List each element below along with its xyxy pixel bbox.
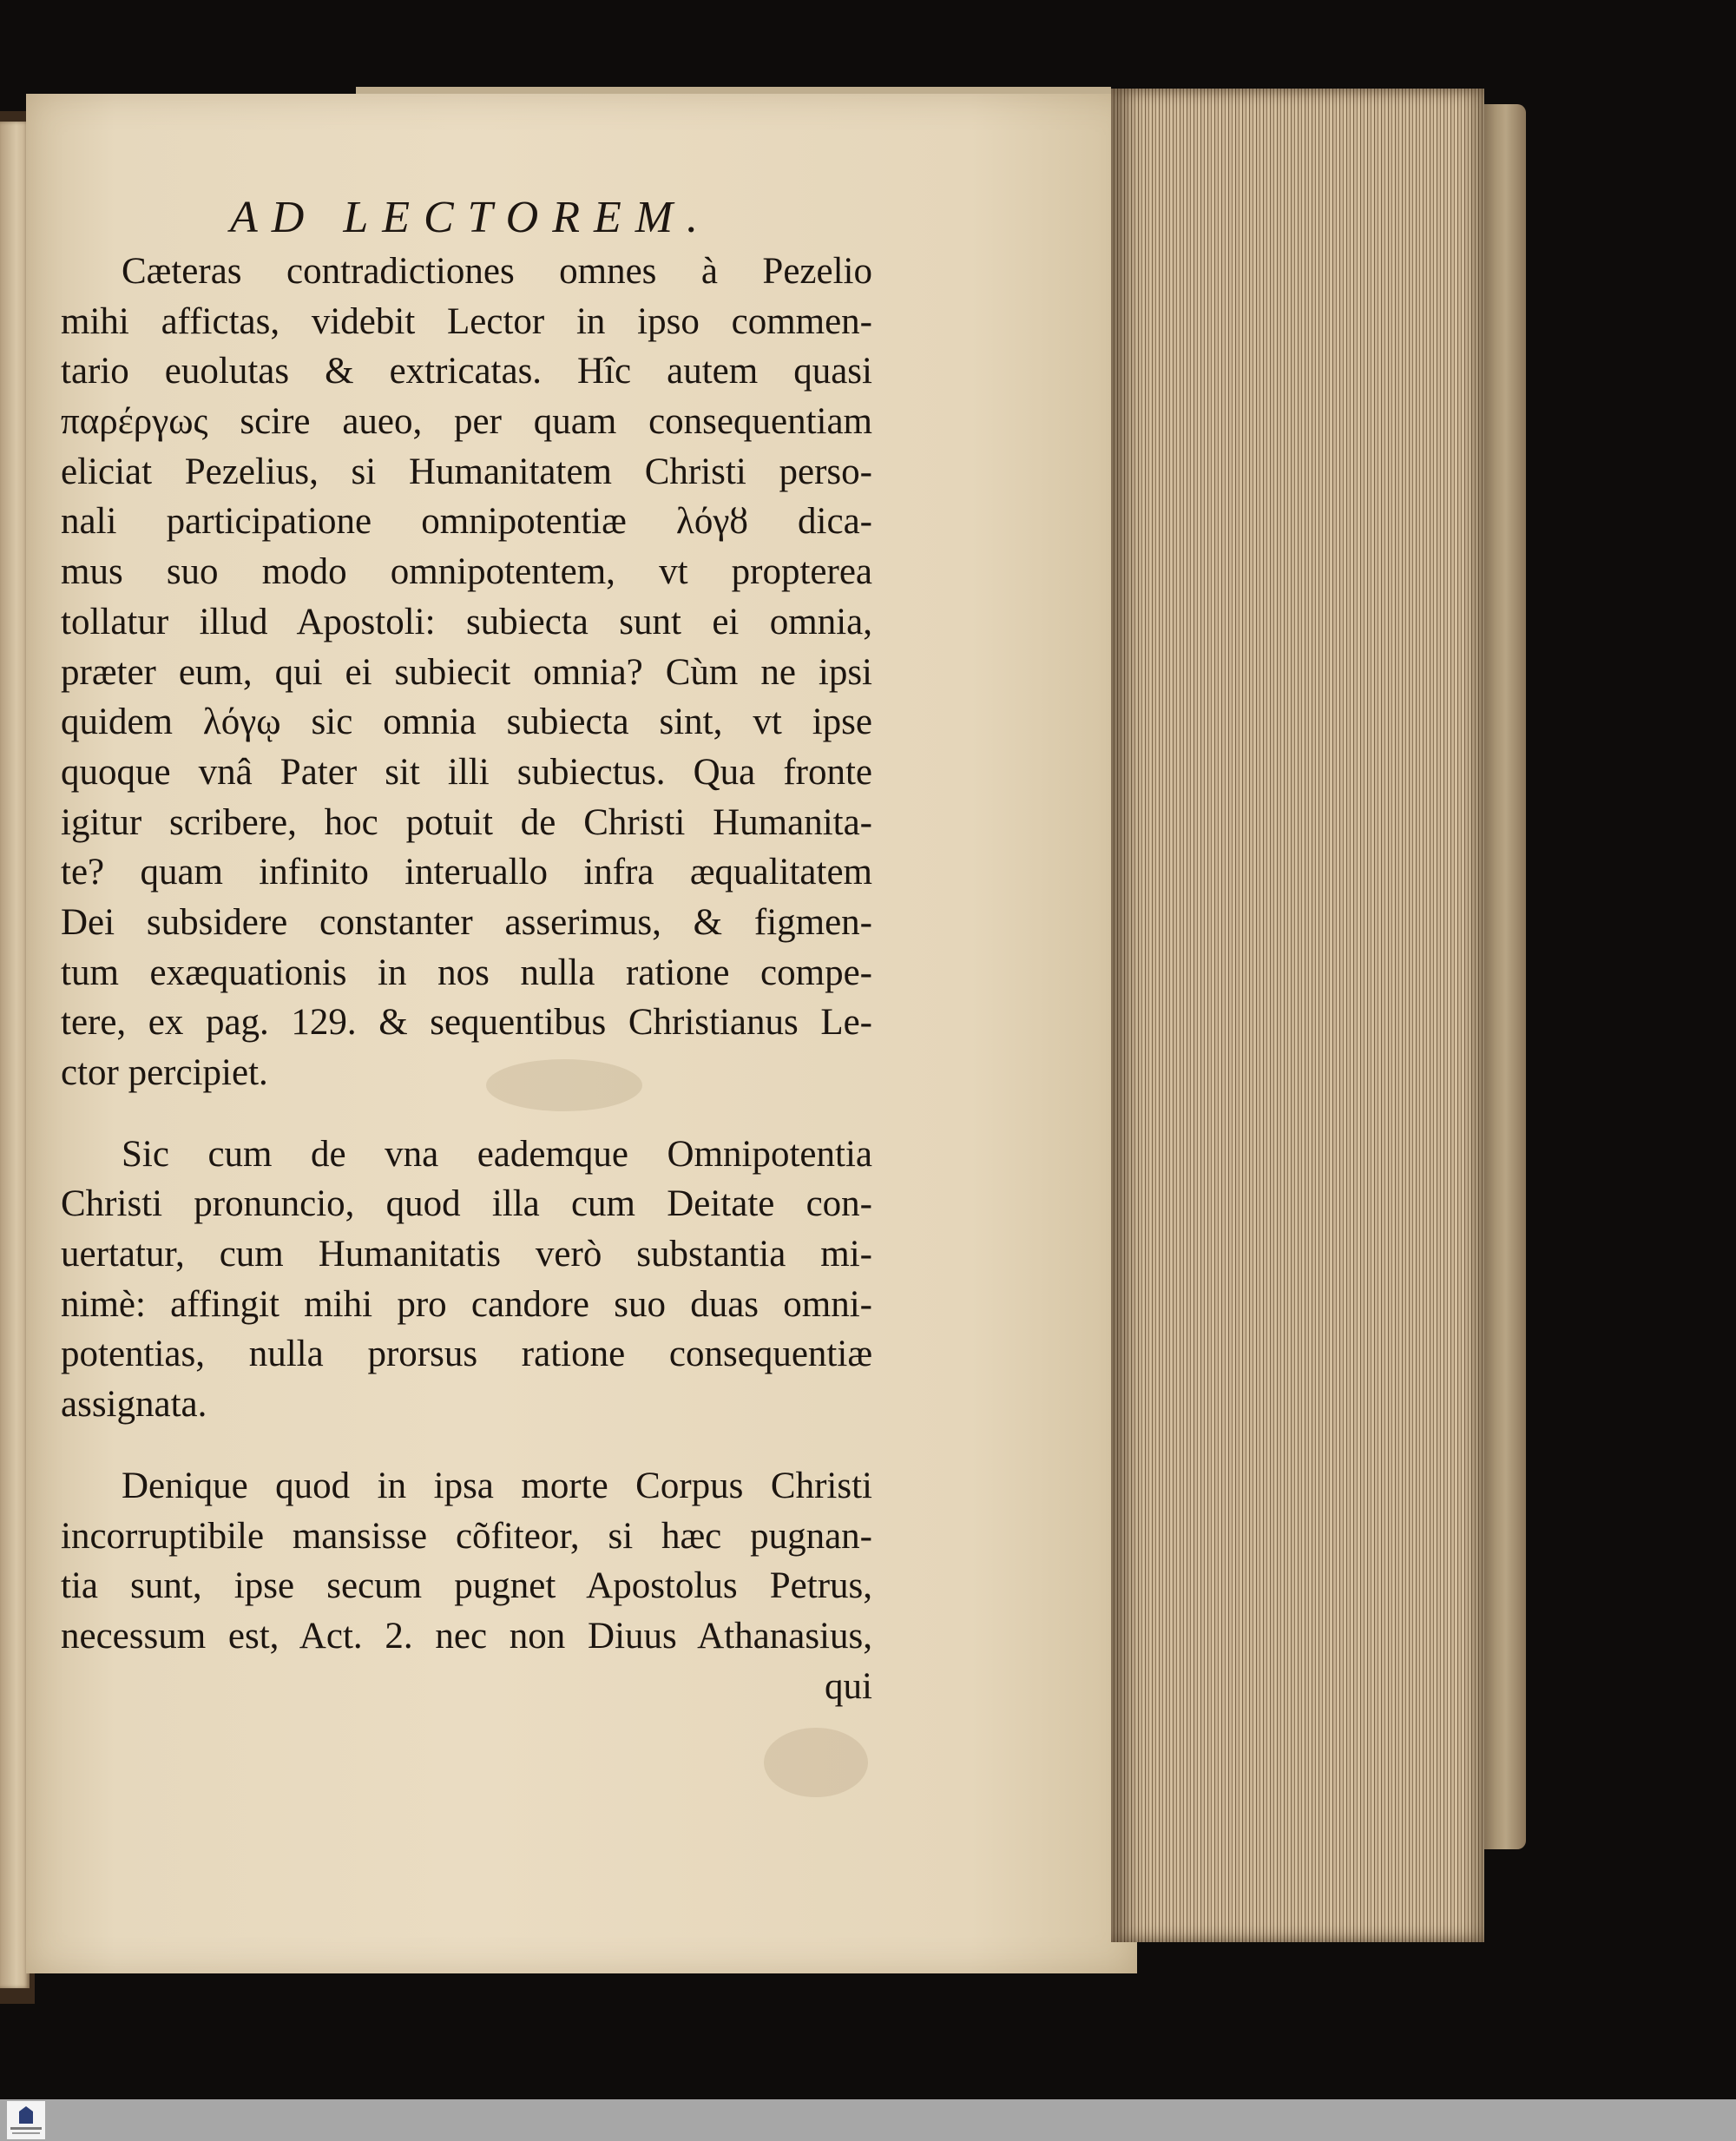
text-line: Sic cum de vna eademque Omnipotentia <box>122 1133 872 1175</box>
building-icon <box>19 2106 33 2124</box>
running-head: AD LECTOREM. <box>230 193 713 242</box>
text-line: Cæteras contradictiones omnes à Pezelio <box>122 251 872 292</box>
text-line: quoque vnâ Pater sit illi subiectus. Qua fronte <box>61 751 872 793</box>
text-line: tere, ex pag. 129. & sequentibus Christianus Le- <box>61 1002 872 1044</box>
paragraph-gap <box>61 1430 872 1461</box>
logo-rule <box>10 2127 42 2130</box>
text-line: præter eum, qui ei subiecit omnia? Cùm ne ipsi <box>61 651 872 693</box>
text-line: Denique quod in ipsa morte Corpus Christi <box>122 1465 872 1506</box>
text-line: eliciat Pezelius, si Humanitatem Christi perso- <box>61 451 872 492</box>
text-line: tia sunt, ipse secum pugnet Apostolus Petrus, <box>61 1565 872 1607</box>
text-line: assignata. <box>61 1384 207 1426</box>
book-fore-edge <box>1111 89 1484 1942</box>
text-line: tario euolutas & extricatas. Hîc autem quasi <box>61 351 872 392</box>
text-line: tollatur illud Apostoli: subiecta sunt ei omnia, <box>61 601 872 642</box>
text-line: ctor percipiet. <box>61 1052 268 1093</box>
viewer-footer-bar <box>0 2099 1736 2141</box>
text-line: Dei subsidere constanter asserimus, & figmen- <box>61 901 872 943</box>
text-line: tum exæquationis in nos nulla ratione compe- <box>61 952 872 993</box>
page-text-block <box>61 189 872 1711</box>
paragraph-gap <box>61 1098 872 1130</box>
catchword: qui <box>825 1665 872 1707</box>
text-line: παρέργως scire aueo, per quam consequentiam <box>61 401 872 443</box>
paragraph-3 <box>61 1461 872 1662</box>
text-line: Christi pronuncio, quod illa cum Deitate con- <box>61 1183 872 1225</box>
text-line: necessum est, Act. 2. nec non Diuus Athanasius, <box>61 1615 872 1657</box>
text-line: uertatur, cum Humanitatis verò substantia mi- <box>61 1234 872 1275</box>
text-line: quidem λόγῳ sic omnia subiecta sint, vt ipse <box>61 702 872 743</box>
text-line: potentias, nulla prorsus ratione consequentiæ <box>61 1334 872 1375</box>
text-line: mihi affictas, videbit Lector in ipso commen- <box>61 300 872 342</box>
library-logo-icon <box>7 2101 45 2139</box>
paragraph-2 <box>61 1130 872 1430</box>
logo-rule <box>12 2132 40 2134</box>
text-line: nali participatione omnipotentiæ λόγȣ dica- <box>61 501 872 543</box>
text-line: te? quam infinito interuallo infra æqualitatem <box>61 852 872 893</box>
text-line: incorruptibile mansisse cõfiteor, si hæc pugnan- <box>61 1515 872 1557</box>
text-line: nimè: affingit mihi pro candore suo duas omni- <box>61 1283 872 1325</box>
text-line: igitur scribere, hoc potuit de Christi Humanita- <box>61 801 872 843</box>
text-line: mus suo modo omnipotentem, vt propterea <box>61 551 872 593</box>
page-stain <box>764 1728 868 1797</box>
facing-page-edge <box>0 122 30 1988</box>
paragraph-1 <box>61 247 872 1098</box>
